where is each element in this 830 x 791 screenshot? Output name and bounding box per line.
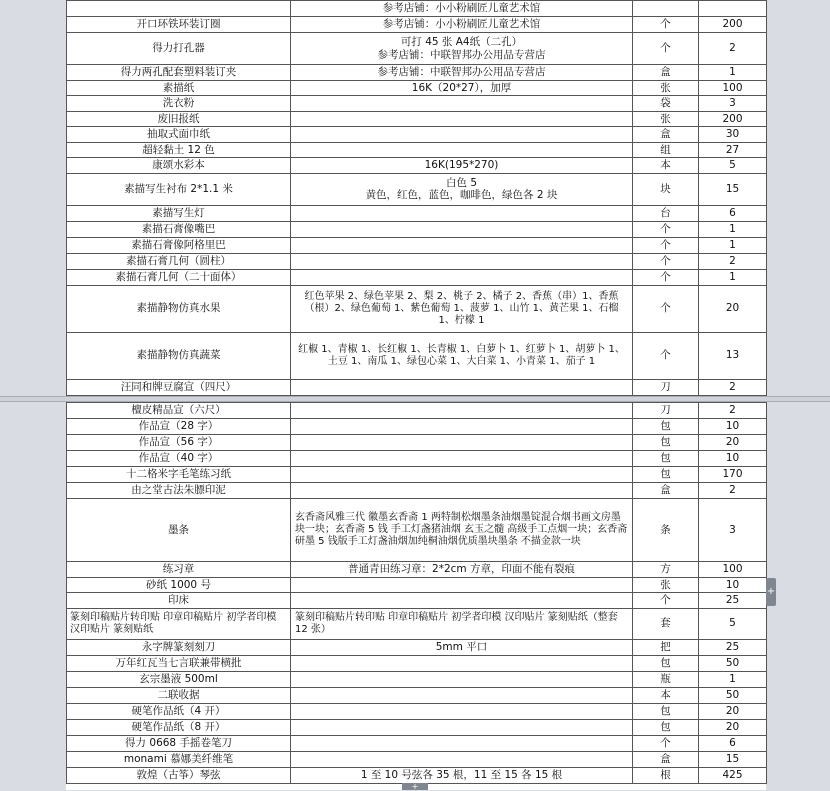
- table-row: [67, 253, 767, 269]
- item-name-cell: 作品宣（56 字）: [67, 435, 291, 451]
- item-desc-cell: 白色 5 黄色，红色，蓝色，咖啡色，绿色各 2 块: [291, 173, 633, 205]
- item-desc-cell: 16K(195*270): [291, 158, 633, 174]
- item-unit-cell: 包: [633, 467, 699, 483]
- item-qty-cell: 6: [699, 735, 767, 751]
- item-unit-cell: 个: [633, 285, 699, 332]
- item-desc-cell: 可打 45 张 A4纸（二孔） 参考店铺：中联智邦办公用品专营店: [291, 33, 633, 65]
- item-qty-cell: 3: [699, 96, 767, 112]
- item-qty-cell: 1: [699, 269, 767, 285]
- item-desc-cell: 参考店铺：小小粉刷匠儿童艺术馆: [291, 1, 633, 17]
- table-row: [67, 577, 767, 593]
- item-unit-cell: 包: [633, 703, 699, 719]
- table-row: [67, 562, 767, 578]
- item-desc-cell: 1 至 10 号弦各 35 根，11 至 15 各 15 根: [291, 767, 633, 783]
- item-qty-cell: 10: [699, 419, 767, 435]
- table-row: [67, 65, 767, 81]
- table-row: [67, 379, 767, 395]
- item-name-cell: 素描石膏像嘴巴: [67, 221, 291, 237]
- item-name-cell: [67, 1, 291, 17]
- table-row: [67, 671, 767, 687]
- item-name-cell: 玄宗墨液 500ml: [67, 671, 291, 687]
- table-row: [67, 655, 767, 671]
- table-row: [67, 127, 767, 143]
- item-qty-cell: 1: [699, 65, 767, 81]
- item-unit-cell: 包: [633, 655, 699, 671]
- table-row: [67, 703, 767, 719]
- item-qty-cell: 1: [699, 671, 767, 687]
- table-row: [67, 687, 767, 703]
- item-desc-cell: [291, 435, 633, 451]
- item-desc-cell: 5mm 平口: [291, 639, 633, 655]
- scroll-handle[interactable]: +: [402, 783, 428, 790]
- item-desc-cell: [291, 237, 633, 253]
- item-name-cell: 得力打孔器: [67, 33, 291, 65]
- item-name-cell: 篆刻印稿贴片转印贴 印章印稿贴片 初学者印模 汉印贴片 篆刻贴纸: [67, 608, 291, 639]
- item-name-cell: 开口环铁环装订圈: [67, 17, 291, 33]
- item-qty-cell: 27: [699, 142, 767, 158]
- item-name-cell: 敦煌（古筝）琴弦: [67, 767, 291, 783]
- item-qty-cell: 2: [699, 403, 767, 419]
- item-qty-cell: 200: [699, 17, 767, 33]
- item-desc-cell: [291, 671, 633, 687]
- table-row: [67, 499, 767, 562]
- item-unit-cell: 包: [633, 435, 699, 451]
- item-desc-cell: 玄香斋风雅三代 徽墨玄香斋 1 两特制松烟墨条油烟墨锭混合烟书画文房墨块一块；玄香斋 5 钱 手工灯盏猪油烟 玄玉之髓 高级手工点烟一块；玄香斋研墨 5 钱版手工灯盏油烟加纯桐油烟优质墨块墨条 不描金款一块: [291, 499, 633, 562]
- item-name-cell: 练习章: [67, 562, 291, 578]
- item-desc-cell: [291, 269, 633, 285]
- item-desc-cell: 普通青田练习章：2*2cm 方章，印面不能有裂痕: [291, 562, 633, 578]
- item-qty-cell: 2: [699, 33, 767, 65]
- item-unit-cell: 套: [633, 608, 699, 639]
- item-unit-cell: 个: [633, 221, 699, 237]
- table-row: [67, 285, 767, 332]
- item-unit-cell: 块: [633, 173, 699, 205]
- item-name-cell: 得力两孔配套塑料装订夹: [67, 65, 291, 81]
- item-name-cell: 十二格米字毛笔练习纸: [67, 467, 291, 483]
- item-unit-cell: 包: [633, 719, 699, 735]
- item-name-cell: 墨条: [67, 499, 291, 562]
- table-row: [67, 173, 767, 205]
- item-name-cell: 素描石膏几何（圆柱）: [67, 253, 291, 269]
- table-row: [67, 751, 767, 767]
- item-desc-cell: 参考店铺：小小粉刷匠儿童艺术馆: [291, 17, 633, 33]
- item-unit-cell: 张: [633, 80, 699, 96]
- item-desc-cell: [291, 719, 633, 735]
- item-qty-cell: 10: [699, 451, 767, 467]
- item-qty-cell: 2: [699, 379, 767, 395]
- item-qty-cell: 20: [699, 435, 767, 451]
- document-page-2: [66, 402, 766, 790]
- item-unit-cell: [633, 1, 699, 17]
- item-name-cell: 作品宣（40 字）: [67, 451, 291, 467]
- item-qty-cell: [699, 1, 767, 17]
- item-qty-cell: 13: [699, 332, 767, 379]
- item-desc-cell: [291, 403, 633, 419]
- table-row: [67, 80, 767, 96]
- item-unit-cell: 根: [633, 767, 699, 783]
- item-qty-cell: 20: [699, 703, 767, 719]
- item-unit-cell: 个: [633, 17, 699, 33]
- item-unit-cell: 个: [633, 253, 699, 269]
- item-qty-cell: 170: [699, 467, 767, 483]
- item-qty-cell: 100: [699, 80, 767, 96]
- item-qty-cell: 2: [699, 253, 767, 269]
- item-unit-cell: 个: [633, 593, 699, 609]
- item-desc-cell: [291, 577, 633, 593]
- item-desc-cell: [291, 593, 633, 609]
- item-desc-cell: [291, 483, 633, 499]
- item-name-cell: 二联收据: [67, 687, 291, 703]
- item-qty-cell: 5: [699, 158, 767, 174]
- item-name-cell: 檀皮精品宣（六尺）: [67, 403, 291, 419]
- item-desc-cell: [291, 379, 633, 395]
- item-desc-cell: [291, 751, 633, 767]
- item-unit-cell: 个: [633, 332, 699, 379]
- item-unit-cell: 包: [633, 419, 699, 435]
- item-unit-cell: 把: [633, 639, 699, 655]
- item-name-cell: 得力 0668 手摇卷笔刀: [67, 735, 291, 751]
- item-qty-cell: 50: [699, 687, 767, 703]
- item-unit-cell: 刀: [633, 403, 699, 419]
- item-unit-cell: 张: [633, 577, 699, 593]
- item-desc-cell: [291, 127, 633, 143]
- table-row: [67, 17, 767, 33]
- item-unit-cell: 盒: [633, 483, 699, 499]
- supplies-table-page-2: [66, 402, 767, 784]
- table-row: [67, 237, 767, 253]
- table-row: [67, 719, 767, 735]
- item-desc-cell: [291, 221, 633, 237]
- item-desc-cell: [291, 451, 633, 467]
- table-row: [67, 593, 767, 609]
- item-qty-cell: 25: [699, 593, 767, 609]
- table-row: [67, 435, 767, 451]
- item-unit-cell: 盒: [633, 751, 699, 767]
- item-name-cell: 素描石膏像阿格里巴: [67, 237, 291, 253]
- table-row: [67, 1, 767, 17]
- table-row: [67, 111, 767, 127]
- item-qty-cell: 30: [699, 127, 767, 143]
- table-row: [67, 639, 767, 655]
- item-name-cell: 抽取式面巾纸: [67, 127, 291, 143]
- item-name-cell: 作品宣（28 字）: [67, 419, 291, 435]
- item-qty-cell: 20: [699, 285, 767, 332]
- item-name-cell: 素描写生衬布 2*1.1 米: [67, 173, 291, 205]
- item-desc-cell: [291, 96, 633, 112]
- table-row: [67, 735, 767, 751]
- item-name-cell: 硬笔作品纸（8 开）: [67, 719, 291, 735]
- item-qty-cell: 100: [699, 562, 767, 578]
- item-unit-cell: 本: [633, 687, 699, 703]
- item-qty-cell: 15: [699, 751, 767, 767]
- item-unit-cell: 张: [633, 111, 699, 127]
- table-row: [67, 332, 767, 379]
- item-unit-cell: 个: [633, 33, 699, 65]
- item-name-cell: 素描静物仿真蔬菜: [67, 332, 291, 379]
- table-row: [67, 403, 767, 419]
- item-name-cell: 素描石膏几何（二十面体）: [67, 269, 291, 285]
- item-desc-cell: [291, 703, 633, 719]
- table-row: [67, 483, 767, 499]
- item-unit-cell: 台: [633, 205, 699, 221]
- item-name-cell: 康颂水彩本: [67, 158, 291, 174]
- item-desc-cell: [291, 142, 633, 158]
- item-qty-cell: 3: [699, 499, 767, 562]
- item-name-cell: 洗衣粉: [67, 96, 291, 112]
- item-name-cell: 砂纸 1000 号: [67, 577, 291, 593]
- item-qty-cell: 20: [699, 719, 767, 735]
- item-name-cell: 万年红瓦当七言联兼带横批: [67, 655, 291, 671]
- item-desc-cell: [291, 205, 633, 221]
- item-qty-cell: 2: [699, 483, 767, 499]
- item-qty-cell: 15: [699, 173, 767, 205]
- item-desc-cell: [291, 735, 633, 751]
- item-name-cell: 素描静物仿真水果: [67, 285, 291, 332]
- item-unit-cell: 方: [633, 562, 699, 578]
- item-qty-cell: 1: [699, 221, 767, 237]
- item-name-cell: 素描纸: [67, 80, 291, 96]
- item-qty-cell: 10: [699, 577, 767, 593]
- page-nav-handle[interactable]: +: [766, 578, 776, 606]
- item-qty-cell: 50: [699, 655, 767, 671]
- item-name-cell: 永字牌篆刻刻刀: [67, 639, 291, 655]
- item-unit-cell: 组: [633, 142, 699, 158]
- table-row: [67, 221, 767, 237]
- item-unit-cell: 个: [633, 735, 699, 751]
- item-desc-cell: 参考店铺：中联智邦办公用品专营店: [291, 65, 633, 81]
- item-qty-cell: 1: [699, 237, 767, 253]
- item-name-cell: 由之堂古法朱膘印泥: [67, 483, 291, 499]
- item-desc-cell: 红椒 1、青椒 1、长红椒 1、长青椒 1、白萝卜 1、红萝卜 1、胡萝卜 1、土豆 1、南瓜 1、绿包心菜 1、大白菜 1、小青菜 1、茄子 1: [291, 332, 633, 379]
- table-row: [67, 158, 767, 174]
- item-name-cell: 废旧报纸: [67, 111, 291, 127]
- table-row: [67, 767, 767, 783]
- table-row: [67, 608, 767, 639]
- item-unit-cell: 本: [633, 158, 699, 174]
- item-qty-cell: 425: [699, 767, 767, 783]
- item-desc-cell: 红色苹果 2、绿色苹果 2、梨 2、桃子 2、橘子 2、香蕉（串）1、香蕉（根）2、绿色葡萄 1、紫色葡萄 1、菠萝 1、山竹 1、黄芒果 1、石榴 1、柠檬 1: [291, 285, 633, 332]
- item-unit-cell: 包: [633, 451, 699, 467]
- item-desc-cell: 篆刻印稿贴片转印贴 印章印稿贴片 初学者印模 汉印贴片 篆刻贴纸（整套 12 张）: [291, 608, 633, 639]
- table-row: [67, 205, 767, 221]
- item-desc-cell: [291, 419, 633, 435]
- table-row: [67, 33, 767, 65]
- document-page-1: [66, 0, 766, 396]
- item-name-cell: 硬笔作品纸（4 开）: [67, 703, 291, 719]
- item-unit-cell: 盒: [633, 127, 699, 143]
- item-qty-cell: 6: [699, 205, 767, 221]
- item-desc-cell: [291, 467, 633, 483]
- table-row: [67, 451, 767, 467]
- item-unit-cell: 个: [633, 269, 699, 285]
- item-desc-cell: [291, 111, 633, 127]
- item-desc-cell: [291, 655, 633, 671]
- item-unit-cell: 个: [633, 237, 699, 253]
- item-desc-cell: [291, 253, 633, 269]
- item-name-cell: 汪同和牌豆腐宣（四尺）: [67, 379, 291, 395]
- item-name-cell: 素描写生灯: [67, 205, 291, 221]
- table-row: [67, 419, 767, 435]
- item-unit-cell: 瓶: [633, 671, 699, 687]
- item-qty-cell: 25: [699, 639, 767, 655]
- item-qty-cell: 5: [699, 608, 767, 639]
- item-desc-cell: 16K（20*27），加厚: [291, 80, 633, 96]
- item-unit-cell: 条: [633, 499, 699, 562]
- item-unit-cell: 袋: [633, 96, 699, 112]
- item-qty-cell: 200: [699, 111, 767, 127]
- item-unit-cell: 盒: [633, 65, 699, 81]
- table-row: [67, 96, 767, 112]
- table-row: [67, 467, 767, 483]
- item-name-cell: monami 慕娜美纤维笔: [67, 751, 291, 767]
- item-desc-cell: [291, 687, 633, 703]
- item-unit-cell: 刀: [633, 379, 699, 395]
- table-row: [67, 142, 767, 158]
- item-name-cell: 印床: [67, 593, 291, 609]
- supplies-table-page-1: [66, 0, 767, 396]
- table-row: [67, 269, 767, 285]
- item-name-cell: 超轻黏土 12 色: [67, 142, 291, 158]
